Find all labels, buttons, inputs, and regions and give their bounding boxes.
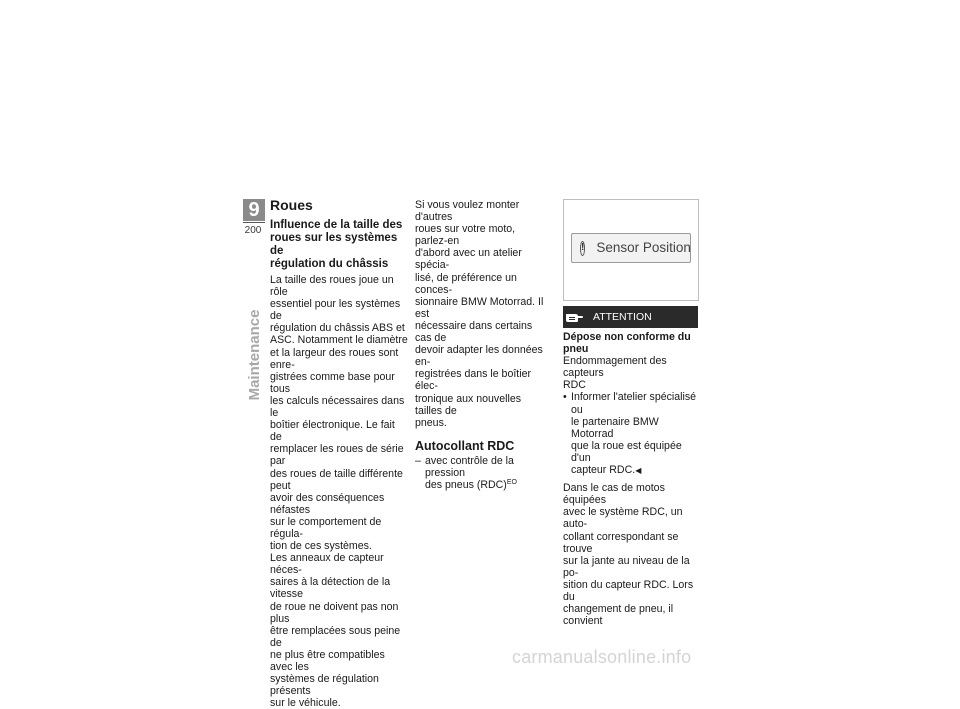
dash-marker: – xyxy=(415,454,421,467)
text-line: d'abord avec un atelier spécia- xyxy=(415,247,522,272)
text-line: Si vous voulez monter d'autres xyxy=(415,199,520,224)
pointing-hand-icon xyxy=(565,311,583,323)
text-line: pneu xyxy=(563,343,589,356)
text-line: nécessaire dans certains cas de xyxy=(415,319,533,345)
text-line: roues sur votre moto, parlez-en xyxy=(415,223,516,248)
chapter-title: Maintenance xyxy=(245,309,263,401)
sensor-position-figure xyxy=(563,199,699,301)
text-line: Endommagement des capteurs xyxy=(563,355,667,380)
text-line: La taille des roues joue un rôle xyxy=(270,274,394,299)
text-line: tronique aux nouvelles tailles de xyxy=(415,392,522,417)
body-paragraph xyxy=(415,199,549,429)
bullet-marker: • xyxy=(563,391,567,404)
text-line: boîtier électronique. Le fait de xyxy=(270,419,395,444)
text-line: avec contrôle de la pression xyxy=(425,454,514,479)
text-line: registrées dans le boîtier élec- xyxy=(415,368,532,393)
page-number: 200 xyxy=(244,225,262,236)
text-line: capteur RDC. xyxy=(571,464,636,477)
chapter-divider xyxy=(243,222,265,223)
text-line: des roues de taille différente peut xyxy=(270,467,403,492)
end-mark-icon: ◀ xyxy=(635,466,642,476)
text-line: collant correspondant se trouve xyxy=(563,530,679,555)
warning-consequence xyxy=(563,355,698,391)
text-line: Les anneaux de capteur néces- xyxy=(270,552,384,577)
equipment-superscript: EO xyxy=(506,478,517,486)
warning-title xyxy=(563,331,698,355)
text-line: Dans le cas de motos équipées xyxy=(563,482,665,507)
text-line: tion de ces systèmes. xyxy=(270,540,372,553)
text-line: Dépose non conforme du xyxy=(563,331,691,343)
text-line: changement de pneu, il convient xyxy=(563,603,674,628)
attention-banner xyxy=(563,306,698,328)
subsection-heading xyxy=(270,219,408,271)
text-line: sionnaire BMW Motorrad. Il est xyxy=(415,295,544,320)
text-line: le partenaire BMW Motorrad xyxy=(571,415,659,440)
column-1 xyxy=(270,197,408,709)
text-line: saires à la détection de la vitesse xyxy=(270,576,391,601)
section-heading: Roues xyxy=(270,197,313,213)
text-line: être remplacées sous peine de xyxy=(270,624,401,649)
chapter-number: 9 xyxy=(243,199,265,221)
text-line: Informer l'atelier spécialisé ou xyxy=(571,391,697,416)
column-3 xyxy=(563,199,698,627)
heading-line: Influence de la taille des xyxy=(270,219,403,231)
text-line: que la roue est équipée d'un xyxy=(571,439,682,464)
list-item xyxy=(415,455,549,491)
text-line: sur la jante au niveau de la po- xyxy=(563,554,690,579)
subsection-heading: Autocollant RDC xyxy=(415,438,515,453)
attention-label: ATTENTION xyxy=(593,310,652,323)
body-paragraph xyxy=(270,274,408,552)
sensor-sticker xyxy=(571,233,691,263)
heading-line: régulation du châssis xyxy=(270,258,389,270)
text-line: sur le comportement de régula- xyxy=(270,515,382,540)
text-line: ASC. Notamment le diamètre xyxy=(270,334,408,347)
text-line: avec le système RDC, un auto- xyxy=(563,506,683,531)
warning-instruction xyxy=(563,391,698,477)
text-line: systèmes de régulation présents xyxy=(270,673,379,698)
exclamation-icon: ! xyxy=(580,241,585,256)
watermark: carmanualsonline.info xyxy=(512,647,692,667)
heading-line: roues sur les systèmes de xyxy=(270,232,398,257)
text-line: gistrées comme base pour tous xyxy=(270,370,395,395)
text-line: de roue ne doivent pas non plus xyxy=(270,600,399,625)
sticker-label: Sensor Position xyxy=(596,239,691,255)
text-line: sition du capteur RDC. Lors du xyxy=(563,578,694,603)
text-line: sur le véhicule. xyxy=(270,697,341,709)
text-line: devoir adapter les données en- xyxy=(415,344,543,369)
body-paragraph xyxy=(563,482,698,627)
text-line: pneus. xyxy=(415,416,447,429)
text-line: les calculs nécessaires dans le xyxy=(270,394,405,420)
text-line: avoir des conséquences néfastes xyxy=(270,491,385,516)
text-line: ne plus être compatibles avec les xyxy=(270,648,385,673)
text-line: des pneus (RDC) xyxy=(425,478,507,491)
text-line: RDC xyxy=(563,379,586,392)
text-line: régulation du châssis ABS et xyxy=(270,322,405,335)
body-paragraph xyxy=(270,552,408,709)
text-line: et la largeur des roues sont enre- xyxy=(270,346,399,371)
text-line: essentiel pour les systèmes de xyxy=(270,298,401,323)
text-line: lisé, de préférence un conces- xyxy=(415,271,517,296)
column-2 xyxy=(415,199,549,491)
text-line: remplacer les roues de série par xyxy=(270,443,404,468)
